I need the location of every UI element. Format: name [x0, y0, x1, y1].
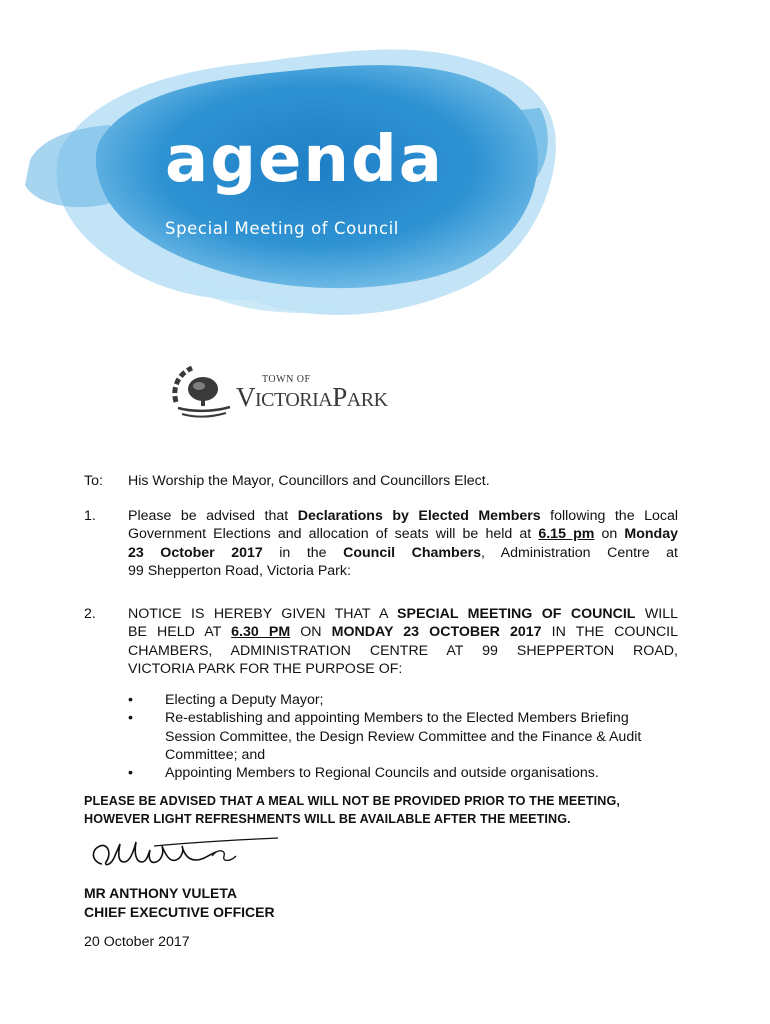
item2-text: ON	[290, 624, 332, 641]
item2-number: 2.	[84, 606, 96, 622]
purpose-committees-line2: Session Committee, the Design Review Committee and the Finance & Audit	[165, 728, 642, 745]
item1-line1	[128, 507, 678, 525]
purpose-committees-line1: Re-establishing and appointing Members to the Elected Members Briefing	[165, 710, 629, 727]
purpose-list	[128, 691, 688, 782]
meal-notice-line2: HOWEVER LIGHT REFRESHMENTS WILL BE AVAILABLE AFTER THE MEETING.	[84, 812, 571, 826]
purpose-committees-line3: Committee; and	[165, 746, 266, 763]
tree-emblem-icon	[168, 362, 238, 422]
item2-line2	[128, 623, 678, 641]
item2-text: WILL	[635, 606, 678, 622]
item2-text: IN THE COUNCIL	[541, 624, 679, 641]
agenda-title: agenda	[165, 123, 444, 197]
to-text: His Worship the Mayor, Councillors and Councillors Elect.	[128, 473, 490, 489]
time-630: 6.30 PM	[231, 624, 291, 641]
item2-paragraph	[128, 605, 678, 678]
document-date: 20 October 2017	[84, 934, 190, 950]
meeting-date-bold: MONDAY 23 OCTOBER 2017	[331, 624, 542, 641]
item1-text: Please be advised that	[128, 508, 298, 524]
logo-letter-p: P	[332, 382, 347, 412]
logo-letters-ark: ARK	[346, 389, 388, 411]
logo-letters-ictoria: ICTORIA	[255, 389, 333, 411]
purpose-deputy-mayor: Electing a Deputy Mayor;	[165, 692, 324, 708]
item1-text: in the	[262, 544, 344, 561]
signature	[84, 832, 284, 877]
logo-letter-v: V	[236, 382, 255, 412]
logo-victoria-park	[236, 384, 388, 411]
chambers-bold: Council Chambers	[343, 544, 481, 561]
item2-line4: VICTORIA PARK FOR THE PURPOSE OF:	[128, 660, 403, 677]
meal-notice	[84, 792, 620, 828]
bullet-icon: •	[128, 692, 133, 708]
date-bold: 23 October 2017	[128, 544, 263, 561]
meal-notice-line1: PLEASE BE ADVISED THAT A MEAL WILL NOT BE PROVIDED PRIOR TO THE MEETING,	[84, 794, 620, 808]
declarations-bold: Declarations by Elected Members	[297, 508, 541, 524]
to-label: To:	[84, 473, 103, 489]
item1-text: on	[594, 526, 625, 543]
list-item	[128, 709, 688, 764]
item1-line3	[128, 544, 678, 562]
item2-text: BE HELD AT	[128, 624, 232, 641]
item2-line3: CHAMBERS, ADMINISTRATION CENTRE AT 99 SHEPPERTON ROAD,	[128, 642, 678, 659]
time-615: 6.15 pm	[538, 526, 595, 543]
item1-line4: 99 Shepperton Road, Victoria Park:	[128, 562, 351, 579]
special-meeting-bold: SPECIAL MEETING OF COUNCIL	[397, 606, 636, 622]
item1-line2	[128, 525, 678, 543]
logo-town-of: TOWN OF	[262, 374, 311, 385]
agenda-subtitle: Special Meeting of Council	[165, 219, 399, 238]
bullet-icon: •	[128, 710, 133, 727]
to-recipients	[128, 472, 678, 490]
item1-text: following the Local	[540, 508, 678, 524]
signatory-title: CHIEF EXECUTIVE OFFICER	[84, 904, 275, 920]
item1-text: , Administration Centre at	[481, 544, 678, 561]
purpose-regional-councils: Appointing Members to Regional Councils and outside organisations.	[165, 765, 599, 782]
item1-number: 1.	[84, 508, 96, 524]
signature-scribble	[84, 832, 284, 877]
list-item	[128, 691, 688, 709]
list-item	[128, 764, 688, 782]
signatory-name: MR ANTHONY VULETA	[84, 885, 237, 901]
bullet-icon: •	[128, 765, 133, 782]
item1-paragraph	[128, 507, 678, 580]
signatory-block	[84, 884, 275, 922]
item2-text: NOTICE IS HEREBY GIVEN THAT A	[128, 606, 398, 622]
day-bold: Monday	[624, 526, 678, 543]
item2-line1	[128, 605, 678, 623]
item1-text: Government Elections and allocation of seats will be held at	[128, 526, 539, 543]
